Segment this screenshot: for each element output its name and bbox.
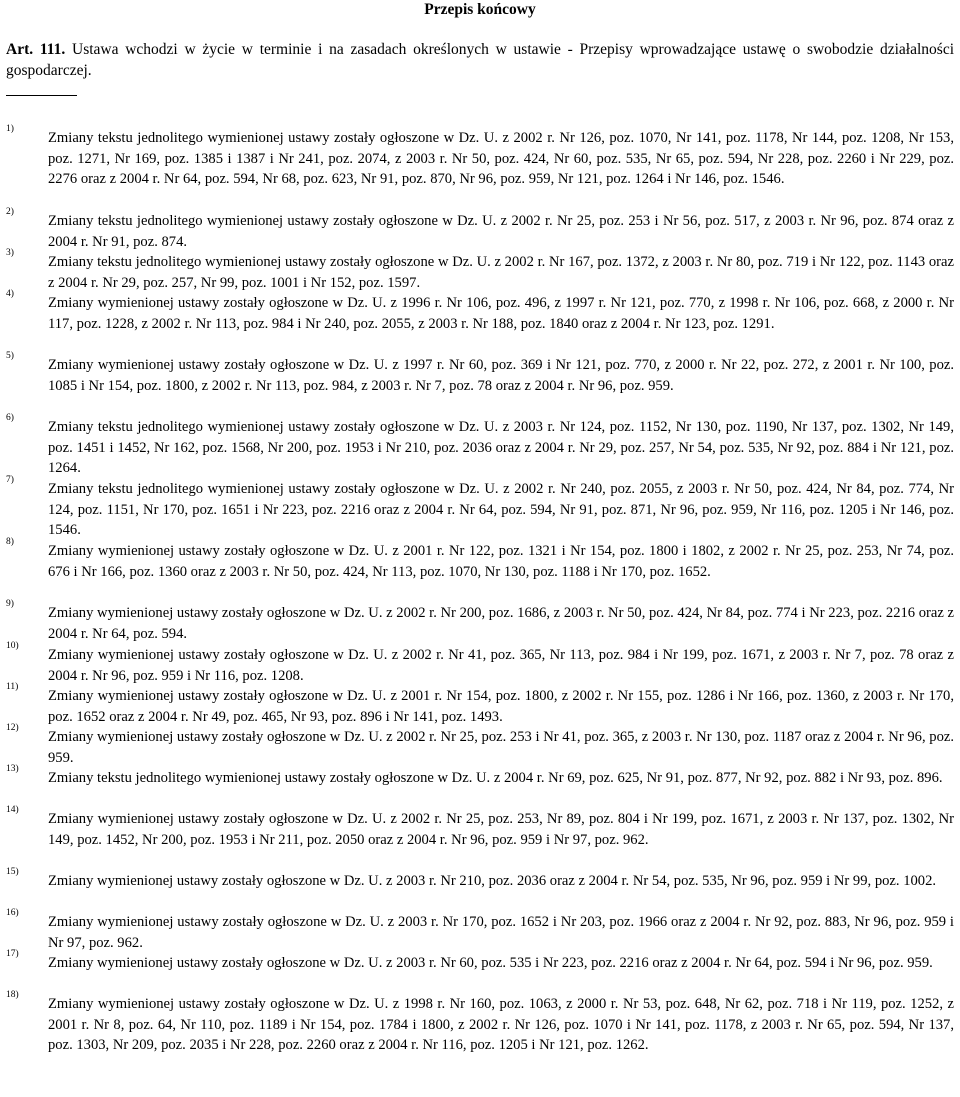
page-title: Przepis końcowy [424,1,536,18]
article-text: Ustawa wchodzi w życie w terminie i na zasadach określonych w ustawie - Przepisy wprowadzające ustawę o swobodzie działalności gospodarczej. [6,41,955,79]
footnote-number: 13) [6,764,19,774]
footnote-text: Zmiany wymienionej ustawy zostały ogłoszone w Dz. U. z 2001 r. Nr 154, poz. 1800, z 2002 r. Nr 155, poz. 1286 i Nr 166, poz. 1360, z 2003 r. Nr 170, poz. 1652 oraz z 2004 r. Nr 49, poz. 465, Nr 93, poz. 896 i Nr 141, poz. 1493. [48,688,954,725]
footnote-text: Zmiany wymienionej ustawy zostały ogłoszone w Dz. U. z 2002 r. Nr 25, poz. 253, Nr 89, poz. 804 i Nr 199, poz. 1671, z 2003 r. Nr 137, poz. 1302, Nr 149, poz. 1452, Nr 200, poz. 1953 i Nr 211, poz. 2050 oraz z 2004 r. Nr 96, poz. 959 i Nr 97, poz. 962. [48,811,954,848]
footnote-text: Zmiany wymienionej ustawy zostały ogłoszone w Dz. U. z 2002 r. Nr 200, poz. 1686, z 2003 r. Nr 50, poz. 424, Nr 84, poz. 774 i Nr 223, poz. 2216 oraz z 2004 r. Nr 64, poz. 594. [48,605,954,642]
footnote-number: 6) [6,413,14,423]
footnote-text: Zmiany tekstu jednolitego wymienionej ustawy zostały ogłoszone w Dz. U. z 2002 r. Nr 167, poz. 1372, z 2003 r. Nr 80, poz. 719 i Nr 122, poz. 1143 oraz z 2004 r. Nr 29, poz. 257, Nr 99, poz. 1001 i Nr 152, poz. 1597. [48,254,954,291]
footnote-text: Zmiany wymienionej ustawy zostały ogłoszone w Dz. U. z 2002 r. Nr 25, poz. 253 i Nr 41, poz. 365, z 2003 r. Nr 130, poz. 1187 oraz z 2004 r. Nr 96, poz. 959. [48,729,954,766]
footnote-separator [6,95,77,96]
footnote-text: Zmiany wymienionej ustawy zostały ogłoszone w Dz. U. z 2003 r. Nr 60, poz. 535 i Nr 223, poz. 2216 oraz z 2004 r. Nr 64, poz. 594 i Nr 96, poz. 959. [48,955,933,971]
footnote-text: Zmiany wymienionej ustawy zostały ogłoszone w Dz. U. z 2002 r. Nr 41, poz. 365, Nr 113, poz. 984 i Nr 199, poz. 1671, z 2003 r. Nr 7, poz. 78 oraz z 2004 r. Nr 96, poz. 959 i Nr 116, poz. 1208. [48,647,954,684]
footnote-number: 1) [6,124,14,134]
footnote-number: 10) [6,641,19,651]
footnote-number: 12) [6,723,19,733]
footnote-number: 11) [6,682,19,692]
footnote-number: 2) [6,207,14,217]
footnote-number: 5) [6,351,14,361]
article-label: Art. 111. [6,41,66,58]
footnote-number: 16) [6,908,19,918]
footnote-number: 15) [6,867,19,877]
footnote-text: Zmiany wymienionej ustawy zostały ogłoszone w Dz. U. z 1997 r. Nr 60, poz. 369 i Nr 121, poz. 770, z 2000 r. Nr 22, poz. 272, z 2001 r. Nr 100, poz. 1085 i Nr 154, poz. 1800, z 2002 r. Nr 113, poz. 984, z 2003 r. Nr 7, poz. 78 oraz z 2004 r. Nr 96, poz. 959. [48,357,954,394]
footnote-number: 7) [6,475,14,485]
footnote-number: 14) [6,805,19,815]
footnote-number: 8) [6,537,14,547]
footnote-text: Zmiany wymienionej ustawy zostały ogłoszone w Dz. U. z 1998 r. Nr 160, poz. 1063, z 2000 r. Nr 53, poz. 648, Nr 62, poz. 718 i Nr 119, poz. 1252, z 2001 r. Nr 8, poz. 64, Nr 110, poz. 1189 i Nr 154, poz. 1784 i 1800, z 2002 r. Nr 126, poz. 1070 i Nr 141, poz. 1178, z 2003 r. Nr 65, poz. 594, Nr 137, poz. 1303, Nr 209, poz. 2035 i Nr 228, poz. 2260 oraz z 2004 r. Nr 116, poz. 1205 i Nr 121, poz. 1262. [48,996,954,1054]
footnote-number: 17) [6,949,19,959]
footnote-text: Zmiany tekstu jednolitego wymienionej ustawy zostały ogłoszone w Dz. U. z 2002 r. Nr 25, poz. 253 i Nr 56, poz. 517, z 2003 r. Nr 96, poz. 874 oraz z 2004 r. Nr 91, poz. 874. [48,213,954,250]
footnote-text: Zmiany tekstu jednolitego wymienionej ustawy zostały ogłoszone w Dz. U. z 2004 r. Nr 69, poz. 625, Nr 91, poz. 877, Nr 92, poz. 882 i Nr 93, poz. 896. [48,770,943,786]
footnote-text: Zmiany tekstu jednolitego wymienionej ustawy zostały ogłoszone w Dz. U. z 2002 r. Nr 126, poz. 1070, Nr 141, poz. 1178, Nr 144, poz. 1208, Nr 153, poz. 1271, Nr 169, poz. 1385 i 1387 i Nr 241, poz. 2074, z 2003 r. Nr 50, poz. 424, Nr 60, poz. 535, Nr 65, poz. 594, Nr 228, poz. 2260 i Nr 229, poz. 2276 oraz z 2004 r. Nr 64, poz. 594, Nr 68, poz. 623, Nr 91, poz. 870, Nr 96, poz. 959, Nr 121, poz. 1264 i Nr 146, poz. 1546. [48,130,954,188]
footnote-text: Zmiany tekstu jednolitego wymienionej ustawy zostały ogłoszone w Dz. U. z 2002 r. Nr 240, poz. 2055, z 2003 r. Nr 50, poz. 424, Nr 84, poz. 774, Nr 124, poz. 1151, Nr 170, poz. 1651 i Nr 223, poz. 2216 oraz z 2004 r. Nr 64, poz. 594, Nr 91, poz. 871, Nr 96, poz. 959, Nr 116, poz. 1205 i Nr 146, poz. 1546. [48,481,954,539]
footnote-text: Zmiany wymienionej ustawy zostały ogłoszone w Dz. U. z 2003 r. Nr 170, poz. 1652 i Nr 203, poz. 1966 oraz z 2004 r. Nr 92, poz. 883, Nr 96, poz. 959 i Nr 97, poz. 962. [48,914,954,951]
footnote-text: Zmiany wymienionej ustawy zostały ogłoszone w Dz. U. z 1996 r. Nr 106, poz. 496, z 1997 r. Nr 121, poz. 770, z 1998 r. Nr 106, poz. 668, z 2000 r. Nr 117, poz. 1228, z 2002 r. Nr 113, poz. 984 i Nr 240, poz. 2055, z 2003 r. Nr 188, poz. 1840 oraz z 2004 r. Nr 123, poz. 1291. [48,295,954,332]
footnote-number: 4) [6,289,14,299]
footnote-text: Zmiany wymienionej ustawy zostały ogłoszone w Dz. U. z 2001 r. Nr 122, poz. 1321 i Nr 154, poz. 1800 i 1802, z 2002 r. Nr 25, poz. 253, Nr 74, poz. 676 i Nr 166, poz. 1360 oraz z 2003 r. Nr 50, poz. 424, Nr 113, poz. 1070, Nr 130, poz. 1188 i Nr 170, poz. 1652. [48,543,954,580]
footnote-text: Zmiany tekstu jednolitego wymienionej ustawy zostały ogłoszone w Dz. U. z 2003 r. Nr 124, poz. 1152, Nr 130, poz. 1190, Nr 137, poz. 1302, Nr 149, poz. 1451 i 1452, Nr 162, poz. 1568, Nr 200, poz. 1953 i Nr 210, poz. 2036 oraz z 2004 r. Nr 29, poz. 257, Nr 54, poz. 535, Nr 92, poz. 884 i Nr 121, poz. 1264. [48,419,954,477]
footnote-number: 3) [6,248,14,258]
footnote-number: 9) [6,599,14,609]
article-paragraph [6,39,954,81]
footnote-number: 18) [6,990,19,1000]
footnote-text: Zmiany wymienionej ustawy zostały ogłoszone w Dz. U. z 2003 r. Nr 210, poz. 2036 oraz z 2004 r. Nr 54, poz. 535, Nr 96, poz. 959 i Nr 99, poz. 1002. [48,873,937,889]
